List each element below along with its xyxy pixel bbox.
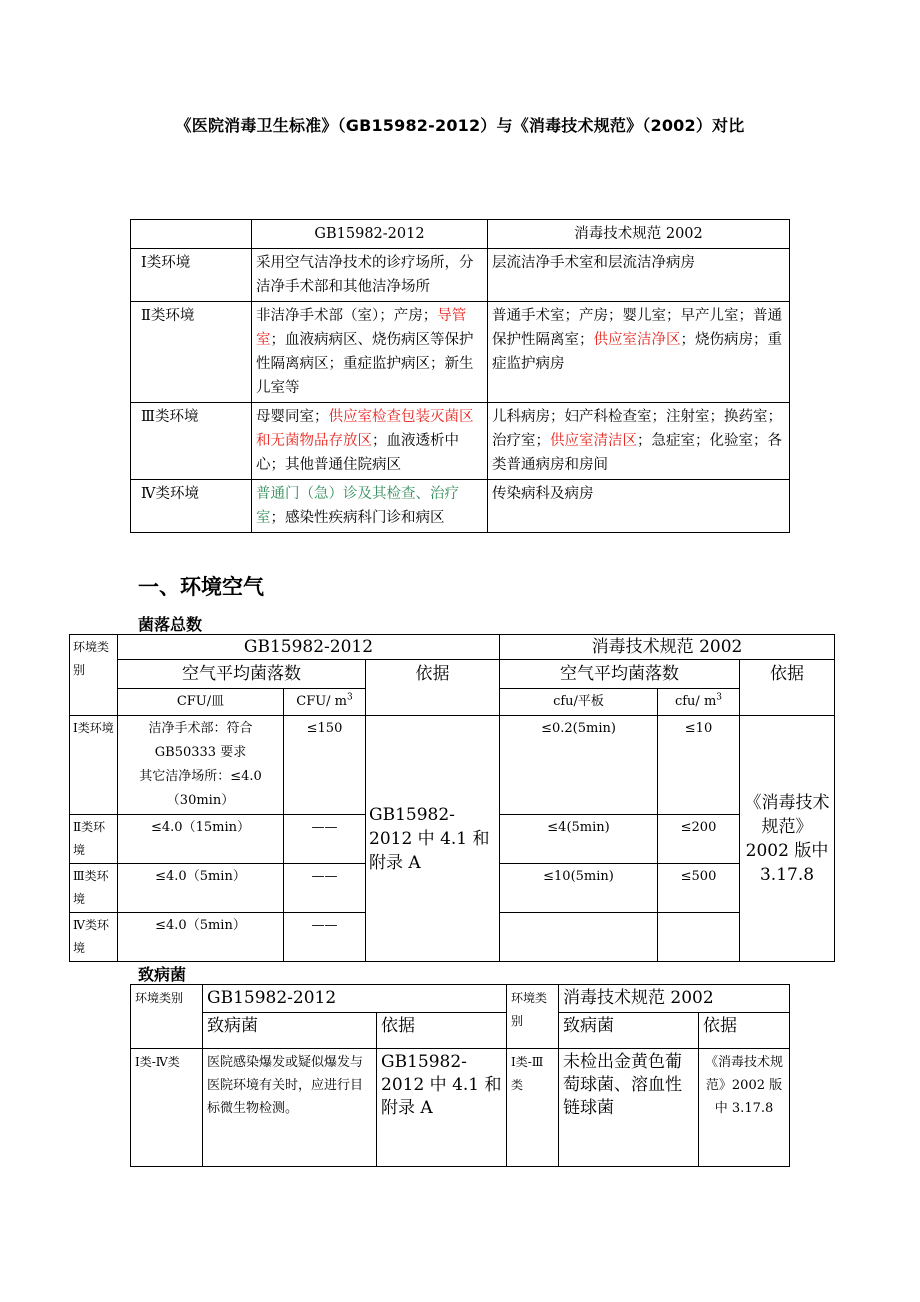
unit-cell	[284, 689, 366, 716]
dish-value-cell: ≤4.0（5min）	[118, 913, 284, 962]
highlight-text: 供应室检查包装灭菌区和无菌物品存放区	[256, 409, 474, 449]
gb-title-cell: GB15982-2012	[118, 635, 500, 660]
section-heading: 一、环境空气	[138, 575, 264, 599]
pathogen-header: 致病菌	[203, 1013, 377, 1049]
plate-value-cell: ≤4(5min)	[500, 815, 658, 864]
text-run: 儿科病房；妇产科检查室；注射室；换药室；治疗室；	[492, 409, 782, 449]
spec-m3-value-cell: ≤500	[658, 864, 740, 913]
plate-value-cell: ≤0.2(5min)	[500, 716, 658, 815]
basis-header: 依据	[377, 1013, 507, 1049]
dish-value-cell: ≤4.0（15min）	[118, 815, 284, 864]
env-class-cell: Ⅰ类环境	[131, 249, 252, 302]
text-run: 普通手术室；产房；婴儿室；早产儿室；普通保护性隔离室；	[492, 308, 782, 348]
table-header-row	[70, 635, 835, 660]
spec-cell: 层流洁净手术室和层流洁净病房	[488, 249, 790, 302]
unit-cell	[658, 689, 740, 716]
env-class-cell: Ⅲ类环境	[70, 864, 118, 913]
m3-value-cell: ≤150	[284, 716, 366, 815]
unit-text: cfu/ m	[674, 694, 717, 709]
unit-cell: CFU/皿	[118, 689, 284, 716]
text-run: 非洁净手术部（室）；产房；	[256, 308, 438, 324]
spec-m3-value-cell: ≤200	[658, 815, 740, 864]
basis-cell: GB15982-2012 中 4.1 和附录 A	[377, 1049, 507, 1167]
m3-value-cell: ——	[284, 815, 366, 864]
pathogen-cell: 未检出金黄色葡萄球菌、溶血性链球菌	[559, 1049, 699, 1167]
avg-colony-header: 空气平均菌落数	[500, 660, 740, 689]
avg-colony-header: 空气平均菌落数	[118, 660, 366, 689]
env-class-cell: Ⅲ类环境	[131, 403, 252, 480]
gb-basis-cell: GB15982-2012 中 4.1 和附录 A	[366, 716, 500, 962]
dish-value-cell: ≤4.0（5min）	[118, 864, 284, 913]
env-class-header: 环境类别	[131, 985, 203, 1049]
env-class-header: 环境类别	[507, 985, 559, 1049]
basis-header: 依据	[740, 660, 835, 716]
cell-line: GB50333 要求	[154, 745, 247, 760]
superscript: 3	[347, 692, 353, 703]
table-row	[131, 480, 790, 533]
gb-cell	[252, 302, 488, 403]
subsection-heading: 致病菌	[138, 965, 187, 984]
spec-title-cell: 消毒技术规范 2002	[559, 985, 790, 1013]
table-row	[131, 302, 790, 403]
plate-value-cell: ≤10(5min)	[500, 864, 658, 913]
highlight-text: 导管室	[256, 308, 467, 348]
spec-title-cell: 消毒技术规范 2002	[500, 635, 835, 660]
table-row	[70, 716, 835, 815]
gb-cell	[252, 480, 488, 533]
dish-value-cell	[118, 716, 284, 815]
subsection-heading: 菌落总数	[138, 615, 203, 634]
spec-cell: 传染病科及病房	[488, 480, 790, 533]
table-header-row	[131, 1013, 790, 1049]
spec-cell	[488, 302, 790, 403]
unit-cell: cfu/平板	[500, 689, 658, 716]
env-class-cell: Ⅰ类-Ⅳ类	[131, 1049, 203, 1167]
cell-line: 其它洁净场所：≤4.0	[139, 769, 262, 784]
table-header-row	[131, 220, 790, 249]
m3-value-cell: ——	[284, 864, 366, 913]
highlight-text: 供应室清洁区	[550, 433, 637, 449]
table-header-cell: 消毒技术规范 2002	[488, 220, 790, 249]
spec-m3-value-cell	[658, 913, 740, 962]
unit-text: CFU/ m	[296, 694, 348, 709]
table-header-row	[131, 985, 790, 1013]
table-header-cell: GB15982-2012	[252, 220, 488, 249]
basis-header: 依据	[699, 1013, 790, 1049]
text-run: ；急症室；化验室；各类普通病房和房间	[492, 433, 782, 473]
table-row	[131, 249, 790, 302]
table-header-row	[70, 660, 835, 689]
text-run: ；感染性疾病科门诊和病区	[270, 510, 445, 526]
text-run: ；烧伤病房；重症监护病房	[492, 332, 782, 372]
highlight-text: 普通门（急）诊及其检查、治疗室	[256, 486, 459, 526]
basis-cell: 《消毒技术规范》2002 版中 3.17.8	[699, 1049, 790, 1167]
cell-line: 洁净手术部：符合	[148, 721, 253, 736]
colony-count-table	[69, 634, 835, 962]
table-header-cell	[131, 220, 252, 249]
spec-cell	[488, 403, 790, 480]
text-run: 母婴同室；	[256, 409, 329, 425]
env-class-cell: Ⅳ类环境	[131, 480, 252, 533]
env-class-cell: Ⅱ类环境	[131, 302, 252, 403]
text-run: ；血液病病区、烧伤病区等保护性隔离病区；重症监护病区；新生儿室等	[256, 332, 474, 396]
plate-value-cell	[500, 913, 658, 962]
superscript: 3	[716, 692, 723, 703]
spec-basis-cell: 《消毒技术规范》2002 版中 3.17.8	[740, 716, 835, 962]
pathogen-table	[130, 984, 790, 1167]
m3-value-cell: ——	[284, 913, 366, 962]
pathogen-cell: 医院感染爆发或疑似爆发与医院环境有关时，应进行目标微生物检测。	[203, 1049, 377, 1167]
cell-line: （30min）	[166, 793, 235, 808]
pathogen-header: 致病菌	[559, 1013, 699, 1049]
env-class-cell: Ⅰ类-Ⅲ类	[507, 1049, 559, 1167]
highlight-text: 供应室洁净区	[593, 332, 681, 348]
gb-cell: 采用空气洁净技术的诊疗场所，分洁净手术部和其他洁净场所	[252, 249, 488, 302]
environment-class-table	[130, 219, 790, 533]
gb-cell	[252, 403, 488, 480]
table-row	[131, 1049, 790, 1167]
gb-title-cell: GB15982-2012	[203, 985, 507, 1013]
text-run: ；血液透析中心；其他普通住院病区	[256, 433, 459, 473]
env-class-header: 环境类别	[70, 635, 118, 716]
page-title: 《医院消毒卫生标准》（GB15982-2012）与《消毒技术规范》（2002）对比	[175, 116, 745, 135]
table-row	[131, 403, 790, 480]
env-class-cell: Ⅳ类环境	[70, 913, 118, 962]
spec-m3-value-cell: ≤10	[658, 716, 740, 815]
env-class-cell: Ⅰ类环境	[70, 716, 118, 815]
env-class-cell: Ⅱ类环境	[70, 815, 118, 864]
basis-header: 依据	[366, 660, 500, 716]
